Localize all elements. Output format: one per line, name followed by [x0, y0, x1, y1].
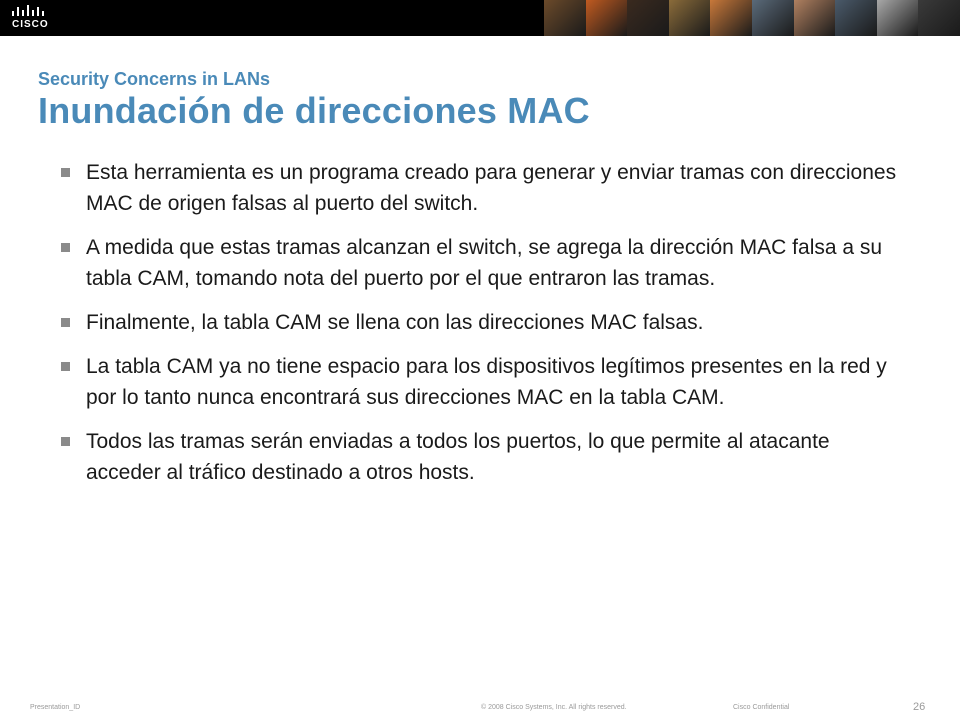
header-photo	[918, 0, 960, 36]
square-bullet-icon	[61, 437, 70, 446]
square-bullet-icon	[61, 318, 70, 327]
header-photo	[627, 0, 669, 36]
header-photo	[877, 0, 919, 36]
bullet-item	[58, 157, 908, 219]
bullet-item	[58, 426, 908, 488]
footer-presentation-id: Presentation_ID	[30, 704, 81, 711]
slide-subtitle: Security Concerns in LANs	[38, 69, 271, 89]
bullet-text: Esta herramienta es un programa creado para generar y enviar tramas con direcciones MAC de origen falsas al puerto del switch.	[86, 161, 897, 215]
header-photo	[586, 0, 628, 36]
footer-copyright: © 2008 Cisco Systems, Inc. All rights reserved.	[481, 704, 627, 711]
bullet-text: Finalmente, la tabla CAM se llena con las direcciones MAC falsas.	[86, 311, 704, 334]
header-photo	[544, 0, 586, 36]
page-number: 26	[913, 701, 926, 713]
bullet-item	[58, 351, 908, 413]
slide-title: Inundación de direcciones MAC	[38, 90, 590, 131]
bullet-item	[58, 232, 908, 294]
bullet-list	[58, 157, 908, 501]
square-bullet-icon	[61, 243, 70, 252]
header-photo	[669, 0, 711, 36]
square-bullet-icon	[61, 362, 70, 371]
header-photo	[835, 0, 877, 36]
header-band	[0, 0, 960, 36]
bullet-text: A medida que estas tramas alcanzan el switch, se agrega la dirección MAC falsa a su tabla CAM, tomando nota del puerto por el que entraron las tramas.	[86, 236, 883, 290]
bullet-text: La tabla CAM ya no tiene espacio para los dispositivos legítimos presentes en la red y por lo tanto nunca encontrará sus direcciones MAC en la tabla CAM.	[86, 355, 887, 409]
header-photo	[752, 0, 794, 36]
logo-text: CISCO	[12, 19, 49, 30]
bullet-text: Todos las tramas serán enviadas a todos los puertos, lo que permite al atacante acceder al tráfico destinado a otros hosts.	[86, 430, 830, 484]
header-photo	[710, 0, 752, 36]
bullet-item	[58, 307, 908, 338]
photo-strip	[544, 0, 960, 36]
header-photo	[794, 0, 836, 36]
footer-confidential: Cisco Confidential	[733, 704, 790, 711]
square-bullet-icon	[61, 168, 70, 177]
